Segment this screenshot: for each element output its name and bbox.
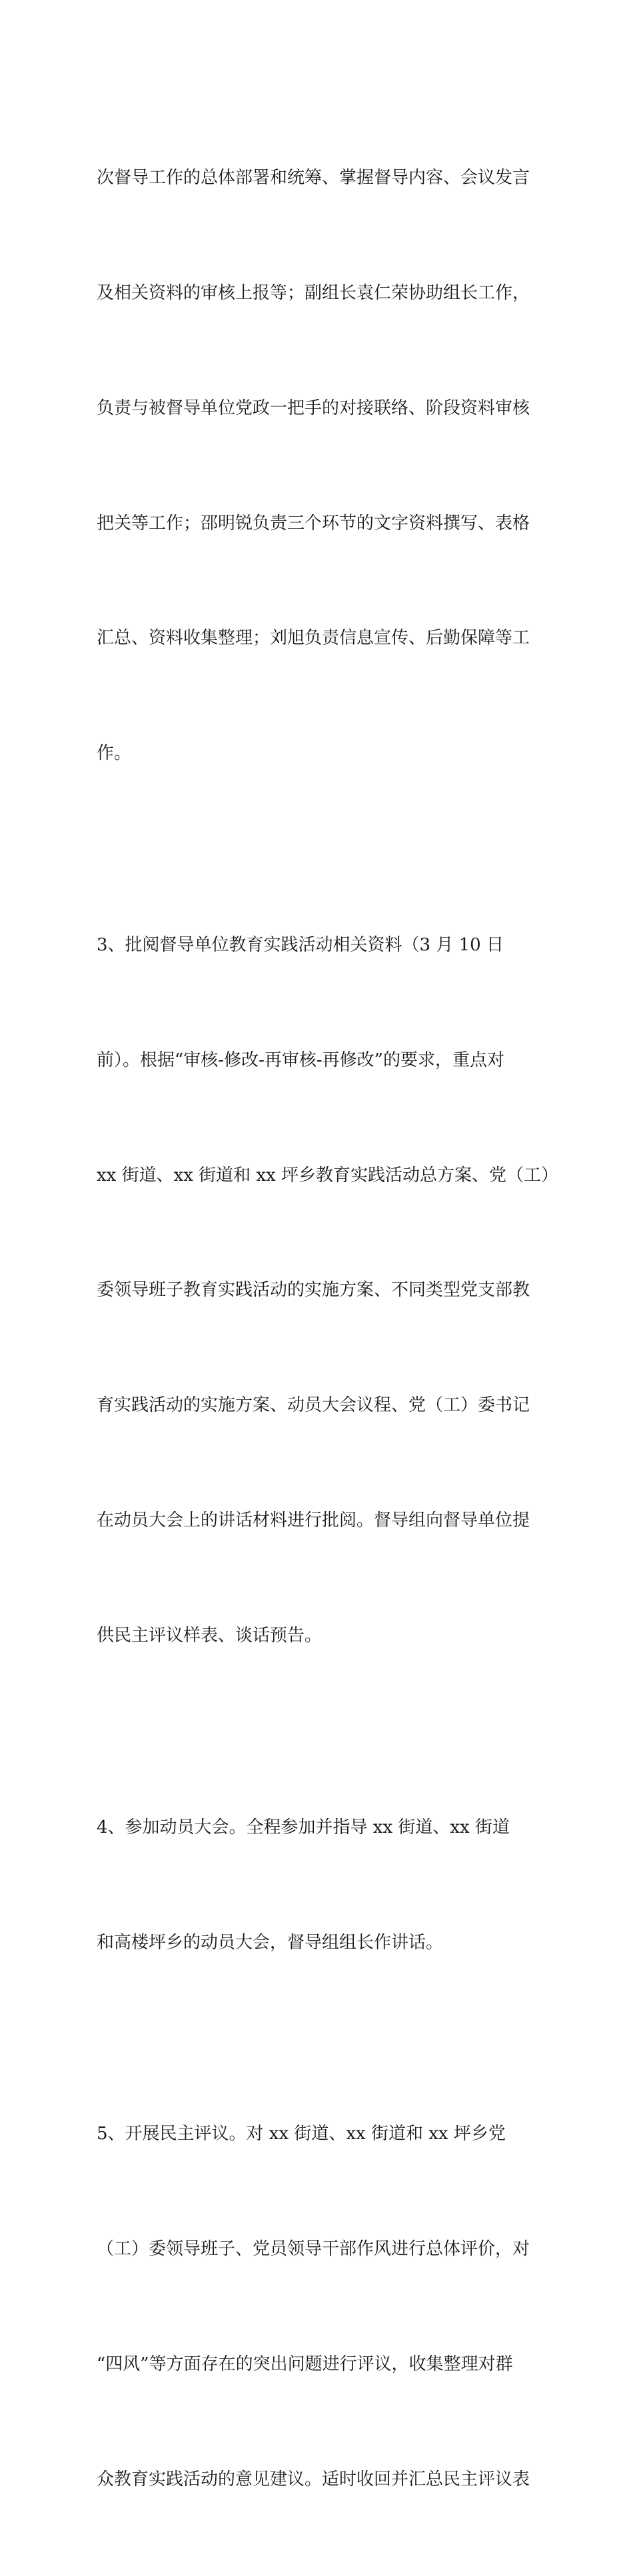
text-line: 众教育实践活动的意见建议。适时收回并汇总民主评议表	[97, 2469, 530, 2489]
paragraph-item-3	[97, 850, 559, 1732]
paragraph-responsibilities	[97, 83, 540, 850]
text-line: 汇总、资料收集整理；刘旭负责信息宣传、后勤保障等工	[97, 628, 530, 649]
document-body	[97, 83, 559, 2576]
text-line: 育实践活动的实施方案、动员大会议程、党（工）委书记	[97, 1395, 530, 1416]
text-line: 把关等工作；邵明锐负责三个环节的文字资料撰写、表格	[97, 513, 530, 533]
text-line: 5、开展民主评议。对 xx 街道、xx 街道和 xx 坪乡党	[97, 2124, 506, 2144]
text-line: “四风”等方面存在的突出问题进行评议，收集整理对群	[97, 2354, 513, 2375]
text-line: 及相关资料的审核上报等；副组长袁仁荣协助组长工作，	[97, 282, 530, 303]
text-line: 供民主评议样表、谈话预告。	[97, 1625, 322, 1646]
text-line: 在动员大会上的讲话材料进行批阅。督导组向督导单位提	[97, 1510, 530, 1530]
text-line: 委领导班子教育实践活动的实施方案、不同类型党支部教	[97, 1280, 530, 1301]
text-line: 3、批阅督导单位教育实践活动相关资料（3 月 10 日	[97, 935, 504, 956]
text-line: xx 街道、xx 街道和 xx 坪乡教育实践活动总方案、党（工）	[97, 1165, 559, 1185]
text-line: 作。	[97, 743, 132, 764]
text-line: 次督导工作的总体部署和统筹、掌握督导内容、会议发言	[97, 168, 530, 188]
text-line: 负责与被督导单位党政一把手的对接联络、阶段资料审核	[97, 398, 530, 418]
paragraph-item-4	[97, 1732, 540, 2039]
text-line: 前）。根据“审核-修改-再审核-再修改”的要求，重点对	[97, 1050, 504, 1070]
text-line: （工）委领导班子、党员领导干部作风进行总体评价，对	[97, 2239, 530, 2260]
text-line: 和高楼坪乡的动员大会，督导组组长作讲话。	[97, 1932, 444, 1953]
paragraph-item-5	[97, 2039, 540, 2575]
text-line: 4、参加动员大会。全程参加并指导 xx 街道、xx 街道	[97, 1817, 510, 1837]
